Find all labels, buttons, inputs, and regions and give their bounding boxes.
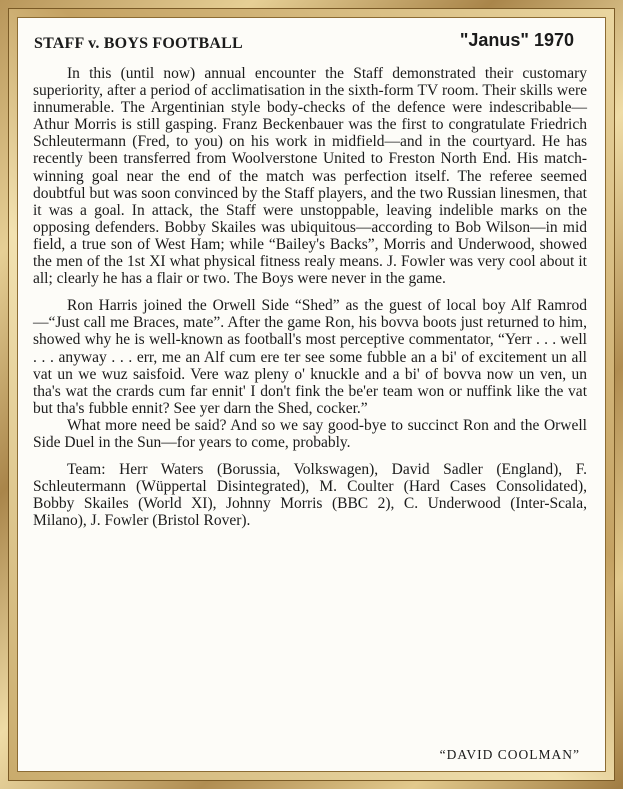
paragraph-ron-harris: Ron Harris joined the Orwell Side “Shed” as the guest of local boy Alf Ramrod—“Just call me Braces, mate”. After the game Ron, his bovva boots just returned to him, showed why he is well-known as football's most perceptive commentator, “Yerr . . . well . . . anyway . . . err, me an Alf cum ere ter see some fubble an a bi' of excitement un all vat un we wuz saisfoid. Vere waz pleny o' knuckle and a bi' of bovva now un ven, un tha's wat the crards cum far ennit' I don't fink the be'er team won or nuffink like the vat but tha's fubble ennit? See yer darn the Shed, cocker.” — [33, 297, 587, 417]
article-heading: STAFF v. BOYS FOOTBALL — [34, 35, 243, 52]
paragraph-team-list: Team: Herr Waters (Borussia, Volkswagen), David Sadler (England), F. Schleutermann (Wüppertal Disintegrated), M. Coulter (Hard Cases Consolidated), Bobby Skailes (World XI), Johnny Morris (BBC 2), C. Underwood (Inter-Scala, Milano), J. Fowler (Bristol Rover). — [33, 461, 587, 530]
article-body — [33, 65, 587, 539]
source-tag: "Janus" 1970 — [459, 30, 574, 50]
author-signature: “DAVID COOLMAN” — [439, 747, 580, 762]
article-page — [17, 17, 606, 772]
paragraph-match-report: In this (until now) annual encounter the Staff demonstrated their customary superiority, after a period of acclimatisation in the sixth-form TV room. Their skills were innumerable. The Argentinian style body-checks of the defence were indescribable—Athur Morris is still gasping. Franz Beckenbauer was the first to congratulate Friedrich Schleutermann (Fred, to you) on his work in midfield—and in the courtyard. He has recently been transferred from Woolverstone United to Freston North End. His match-winning goal near the end of the match was perfection itself. The referee seemed doubtful but was soon convinced by the Staff players, and the two Russian linesmen, that it was a goal. In attack, the Staff were unstoppable, leaving indelible marks on the opposing defenders. Bobby Skailes was ubiquitous—according to Bob Wilson—in mid field, a true son of West Ham; while “Bailey's Backs”, Morris and Underwood, showed the men of the 1st XI what physical fitness realy means. J. Fowler was very cool about it all; clearly he has a flair or two. The Boys were never in the game. — [33, 65, 587, 288]
paragraph-closing: What more need be said? And so we say good-bye to succinct Ron and the Orwell Side Duel in the Sun—for years to come, probably. — [33, 416, 587, 451]
